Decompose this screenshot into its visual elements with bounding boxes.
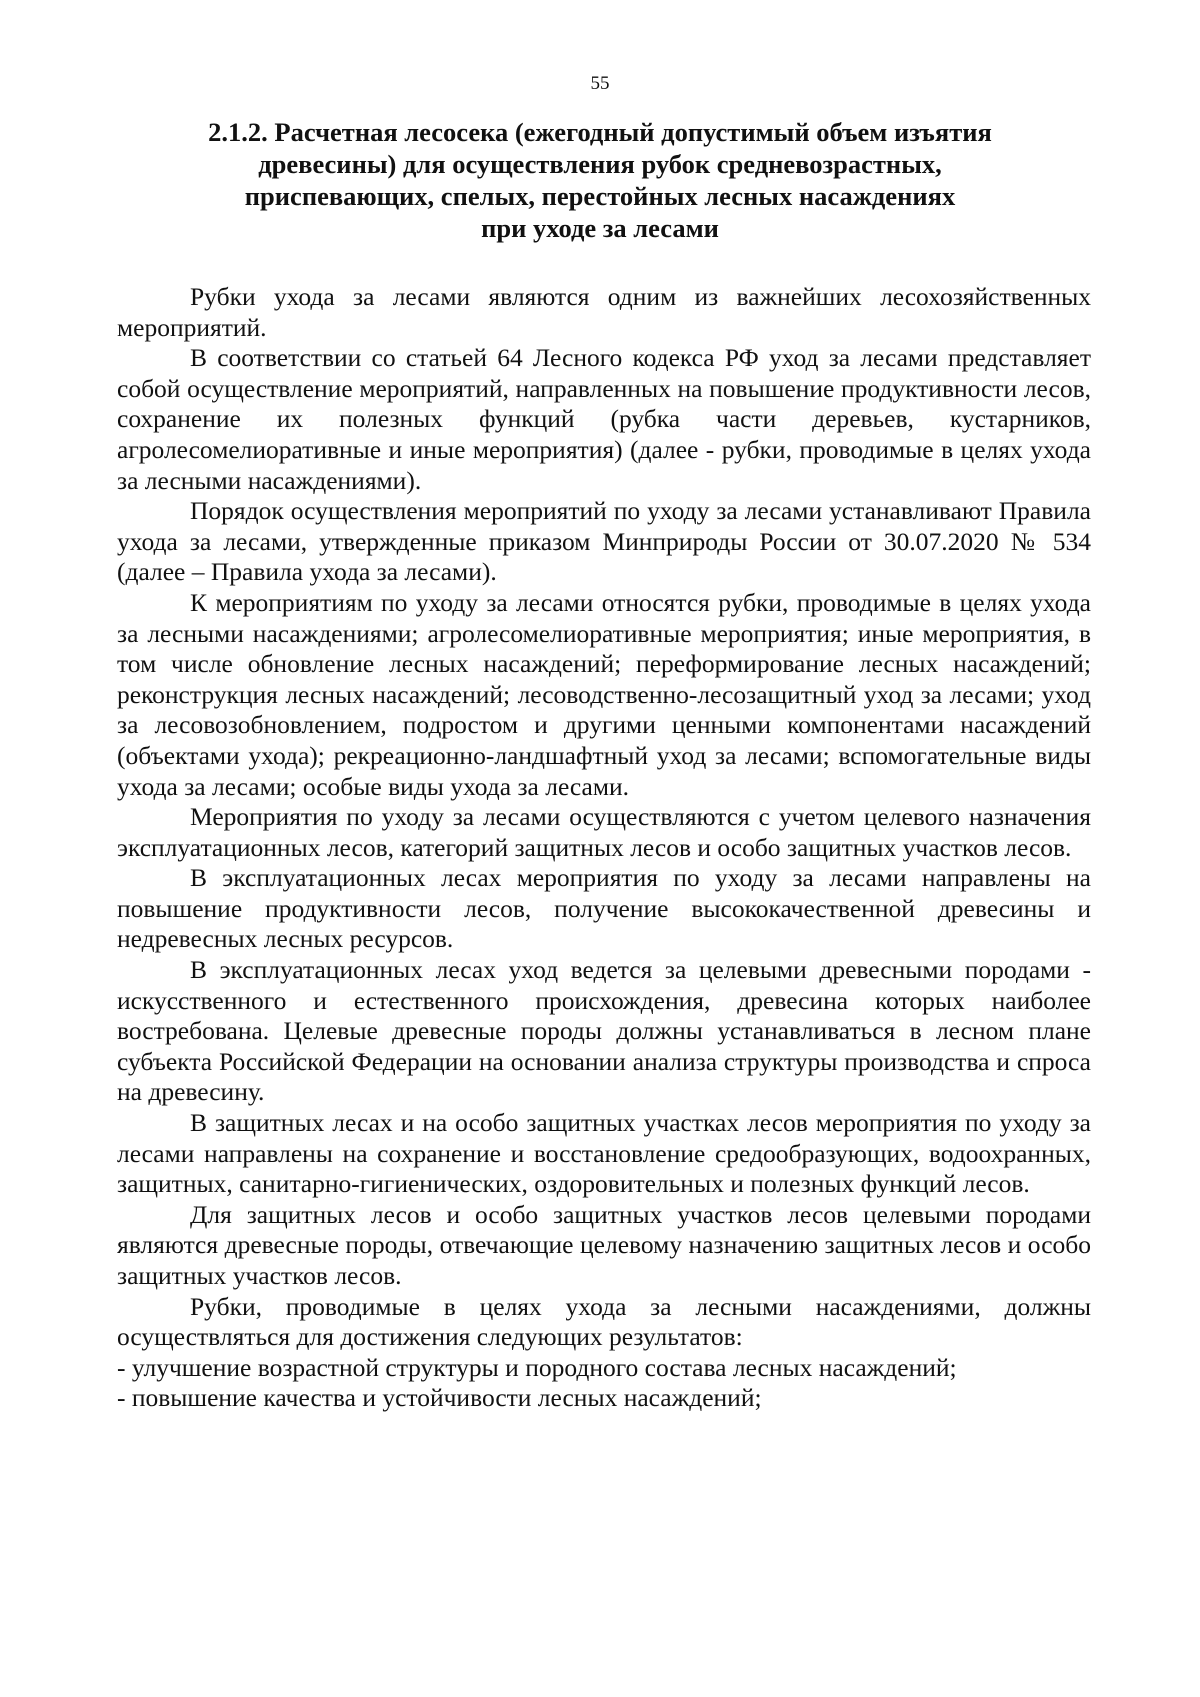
- paragraph: Мероприятия по уходу за лесами осуществляются с учетом целевого назначения эксплуатационных лесов, категорий защитных лесов и особо защитных участков лесов.: [117, 802, 1091, 862]
- paragraph: В защитных лесах и на особо защитных участках лесов мероприятия по уходу за лесами направлены на сохранение и восстановление средообразующих, водоохранных, защитных, санитарно-гигиенических, оздоровительных и полезных функций лесов.: [117, 1108, 1091, 1199]
- paragraph: Рубки ухода за лесами являются одним из важнейших лесохозяйственных мероприятий.: [117, 282, 1091, 342]
- list-item: - повышение качества и устойчивости лесных насаждений;: [117, 1383, 762, 1413]
- paragraph: Для защитных лесов и особо защитных участков лесов целевыми породами являются древесные породы, отвечающие целевому назначению защитных лесов и особо защитных участков лесов.: [117, 1199, 1091, 1290]
- section-heading-line: древесины) для осуществления рубок средневозрастных,: [258, 149, 942, 179]
- page-number: 55: [590, 73, 610, 94]
- section-heading-line: при уходе за лесами: [481, 213, 719, 243]
- paragraph: В эксплуатационных лесах мероприятия по уходу за лесами направлены на повышение продуктивности лесов, получение высококачественной древесины и недревесных лесных ресурсов.: [117, 863, 1091, 954]
- list-item: - улучшение возрастной структуры и породного состава лесных насаждений;: [117, 1352, 957, 1382]
- body-text: [117, 282, 1091, 1414]
- paragraph: Рубки, проводимые в целях ухода за лесными насаждениями, должны осуществляться для достижения следующих результатов:: [117, 1291, 1091, 1352]
- paragraph: Порядок осуществления мероприятий по уходу за лесами устанавливают Правила ухода за лесами, утвержденные приказом Минприроды России от 30.07.2020 № 534 (далее – Правила ухода за лесами).: [117, 496, 1091, 587]
- section-heading-line: приспевающих, спелых, перестойных лесных насаждениях: [244, 181, 956, 211]
- section-heading-line: 2.1.2. Расчетная лесосека (ежегодный допустимый объем изъятия: [208, 117, 992, 147]
- paragraph: В соответствии со статьей 64 Лесного кодекса РФ уход за лесами представляет собой осуществление мероприятий, направленных на повышение продуктивности лесов, сохранение их полезных функций (рубка части деревьев, кустарников, агролесомелиоративные и иные мероприятия) (далее - рубки, проводимые в целях ухода за лесными насаждениями).: [117, 343, 1091, 495]
- paragraph: К мероприятиям по уходу за лесами относятся рубки, проводимые в целях ухода за лесными насаждениями; агролесомелиоративные мероприятия; иные мероприятия, в том числе обновление лесных насаждений; переформирование лесных насаждений; реконструкция лесных насаждений; лесоводственно-лесозащитный уход за лесами; уход за лесовозобновлением, подростом и другими ценными компонентами насаждений (объектами ухода); рекреационно-ландшафтный уход за лесами; вспомогательные виды ухода за лесами; особые виды ухода за лесами.: [117, 587, 1091, 801]
- section-heading: [140, 116, 1060, 244]
- paragraph: В эксплуатационных лесах уход ведется за целевыми древесными породами - искусственного и естественного происхождения, древесина которых наиболее востребована. Целевые древесные породы должны устанавливаться в лесном плане субъекта Российской Федерации на основании анализа структуры производства и спроса на древесину.: [117, 955, 1091, 1107]
